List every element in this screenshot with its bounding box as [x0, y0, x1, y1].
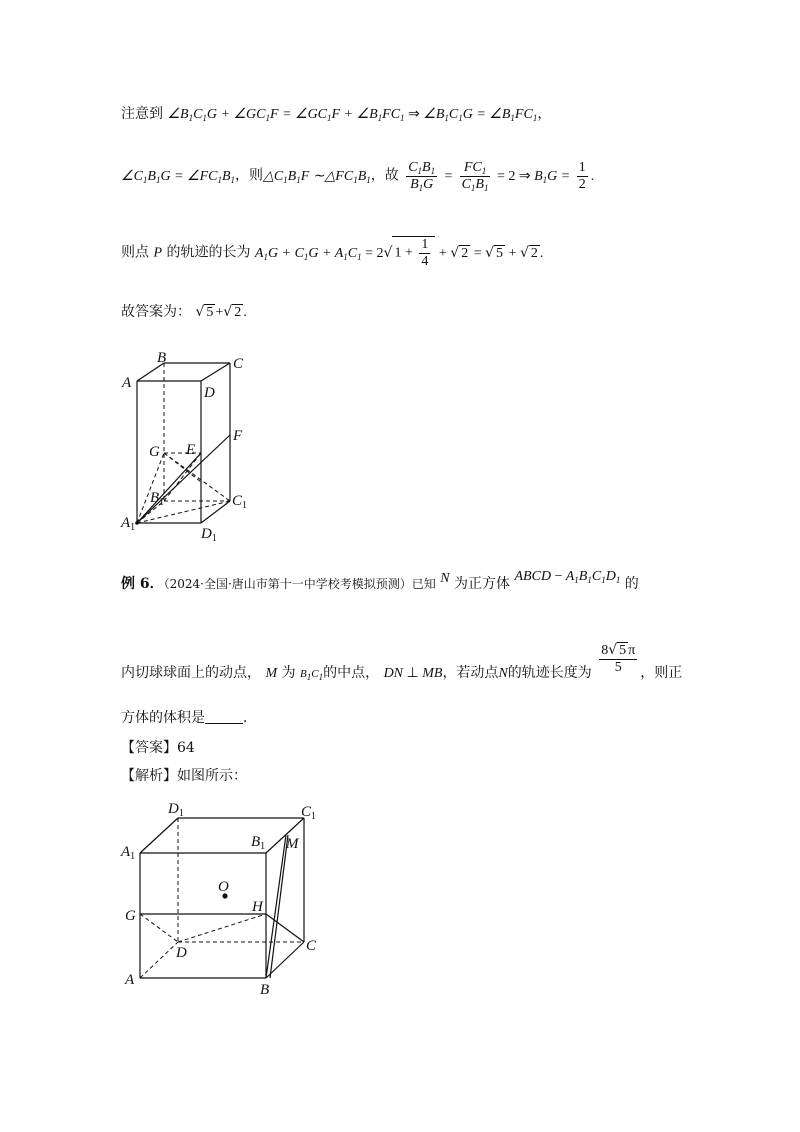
line2-f: ，则正	[640, 665, 683, 681]
label-C1: $C_1$	[301, 804, 317, 822]
example-de: 的	[624, 576, 639, 592]
figure-cube-2	[118, 798, 328, 998]
label-D: D	[176, 945, 187, 961]
analysis-label: 【解析】	[121, 768, 177, 784]
label-D1: $D_1$	[168, 801, 184, 819]
segment-b1c1: $B_1C_1$	[300, 668, 324, 682]
line4-prefix: 故答案为：	[121, 304, 191, 320]
label-G: G	[149, 444, 160, 460]
formula-track-length: $\frac{8√ 5 \pi}{5}$	[601, 642, 636, 675]
text-line-3	[121, 236, 543, 270]
analysis-text: 如图所示：	[177, 768, 247, 784]
line3-text: 方体的体积是	[121, 710, 205, 726]
label-C1: $C_1$	[232, 493, 248, 511]
label-D: D	[204, 385, 215, 401]
label-E: E	[186, 442, 196, 458]
label-A1: $A_1$	[121, 844, 136, 862]
label-B1: $B_1$	[150, 490, 165, 508]
example-is-cube: 为正方体	[454, 576, 511, 592]
formula-trajectory-length: $A_1G + C_1G + A_1C_1 = 2√$ 1 + $\frac{1}{4}$ + √ 2 = √ 5 + √ 2 .	[254, 237, 544, 269]
analysis-line	[121, 766, 247, 786]
example-6-line-3	[121, 708, 257, 728]
formula-answer: √ 5 +√ 2 .	[195, 304, 247, 320]
line3-mid: 的轨迹的长为	[166, 244, 251, 261]
label-C: C	[233, 356, 244, 372]
line1-prefix: 注意到	[121, 106, 163, 122]
label-H: H	[252, 899, 263, 915]
text-line-2	[121, 160, 594, 193]
example-label: 例 6．	[121, 576, 164, 592]
point-p: P	[153, 245, 163, 261]
text-line-1	[121, 104, 551, 125]
formula-perpendicular: DN ⊥ MB	[383, 666, 443, 681]
formula-similar: $\triangle C_1B_1F$ $\sim\triangle FC_1B_1$	[263, 168, 371, 185]
answer-blank	[205, 709, 243, 724]
label-G: G	[125, 908, 136, 924]
label-F: F	[233, 428, 243, 444]
label-A: A	[125, 972, 135, 988]
line2-c: 的中点，	[323, 665, 380, 681]
label-D1: $D_1$	[201, 526, 217, 544]
label-B: B	[157, 350, 167, 366]
line2-b: 为	[281, 665, 296, 681]
formula-angle-equation: $\angle B_1C_1G$ + $\angle GC_1F$ = $\angle GC_1F$ + $\angle B_1FC_1$ ⇒ $\angle B_1C_1G$ = $\angle B_1FC_1$，	[167, 107, 552, 123]
variable-m: M	[265, 666, 278, 681]
formula-ratio: $\frac{C_1B_1}{B_1G}$ = $\frac{FC_1}{C_1B_1}$ = 2 ⇒ $B_1G$ = $\frac{1}{2}$ .	[408, 160, 595, 193]
label-C: C	[306, 938, 317, 954]
answer-label: 【答案】	[121, 740, 177, 756]
line2-a: 内切球球面上的动点，	[121, 665, 261, 681]
answer-value: 64	[177, 740, 195, 756]
example-6-line-1	[121, 569, 639, 595]
label-M: M	[286, 836, 299, 852]
line2-then: ，则	[235, 167, 264, 184]
line3-prefix: 则点	[121, 244, 149, 261]
line3-end: ．	[243, 710, 257, 726]
figure-prism-1	[118, 345, 278, 545]
variable-n: N	[440, 571, 450, 586]
label-A1: $A_1$	[121, 515, 136, 533]
example-6-line-2	[121, 642, 683, 690]
label-B: B	[260, 982, 270, 998]
text-line-4	[121, 302, 247, 323]
example-source: （2024·全国·唐山市第十一中学校考模拟预测）已知	[163, 577, 436, 591]
variable-n-2: N	[498, 666, 508, 681]
formula-angle-c1b1g: $\angle C_1B_1G$ = $\angle FC_1B_1$	[121, 168, 236, 185]
formula-cube: ABCD − $A_1B_1C_1D_1$	[514, 569, 621, 585]
label-O: O	[218, 879, 229, 895]
line2-d: ，若动点	[442, 665, 499, 681]
line2-so: ，故	[370, 167, 399, 184]
line2-e: 的轨迹长度为	[507, 665, 592, 681]
answer-line	[121, 738, 195, 758]
label-B1: $B_1$	[251, 834, 266, 852]
label-A: A	[122, 375, 132, 391]
